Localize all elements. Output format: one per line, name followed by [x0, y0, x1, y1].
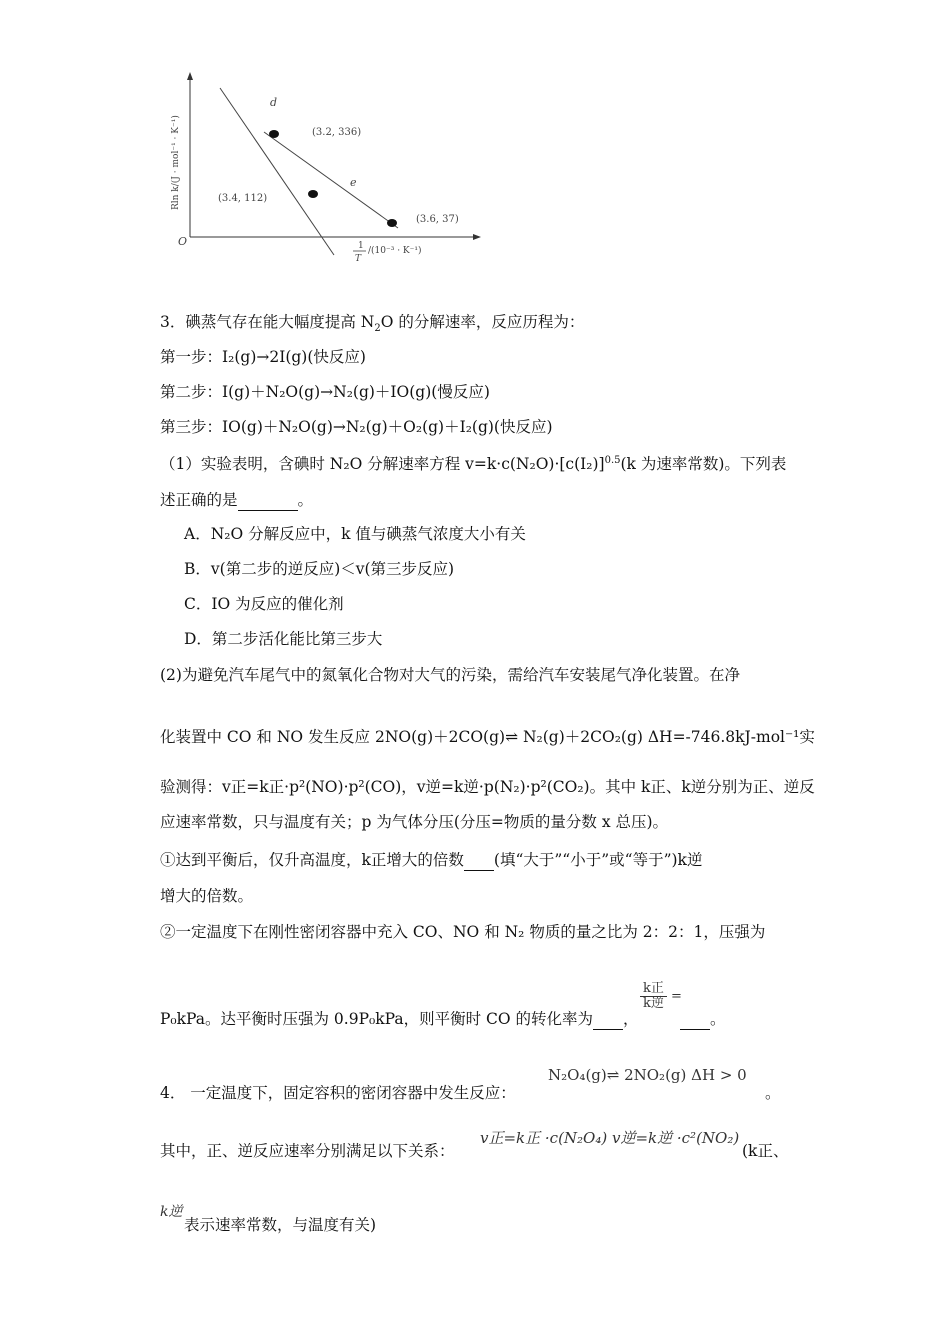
origin-label: O [178, 235, 188, 248]
q4-lead: 4． 一定温度下，固定容积的密闭容器中发生反应： [160, 1084, 516, 1102]
q4-relation-lead: 其中，正、逆反应速率分别满足以下关系： [160, 1142, 455, 1160]
q3-part1-line1: （1）实验表明，含碘时 N₂O 分解速率方程 $v=k\cdot c(N_2O)\cdot[c(I_2)]^{0.5}(k$ 为速率常数)。下列表 [160, 454, 787, 473]
point-label-1: (3.2, 336) [312, 127, 362, 138]
k-ratio-fraction: $\frac{\text{k正}}{\text{k逆}}$ [640, 982, 667, 1011]
x-axis-arrow [473, 234, 481, 240]
answer-blank[interactable] [680, 1009, 710, 1030]
q4-lead-end: 。 [765, 1084, 781, 1102]
y-axis-label: Rln k/(J · mol⁻¹ · K⁻¹) [171, 115, 181, 210]
rlnk-vs-inverse-t-chart [160, 70, 490, 265]
x-axis-label-den: T [355, 254, 362, 264]
q3-part2-line4: 应速率常数，只与温度有关；p 为气体分压(分压=物质的量分数 x 总压)。 [160, 813, 669, 831]
q3-step1: 第一步：I₂(g)→2I(g)(快反应) [160, 348, 366, 366]
answer-blank[interactable] [593, 1009, 623, 1030]
q4-paren: (k正、 [742, 1142, 789, 1160]
x-axis-label-unit: /(10⁻³ · K⁻¹) [368, 246, 422, 256]
q3-part2-line3: 验测得：v正=k正·p²(NO)·p²(CO)，v逆=k逆·p(N₂)·p²(CO₂)。其中 k正、k逆分别为正、逆反 [160, 778, 815, 796]
q3-sub2-line2: P₀kPa。达平衡时压强为 0.9P₀kPa，则平衡时 CO 的转化率为 ， [160, 1010, 639, 1028]
series-line-d [220, 88, 334, 255]
q4-rate-expressions: v正=k正 ·c(N₂O₄) v逆=k逆 ·c²(NO₂) [480, 1129, 740, 1147]
q3-step3: 第三步：IO(g)＋N₂O(g)→N₂(g)＋O₂(g)＋I₂(g)(快反应) [160, 418, 553, 436]
line-label-e: e [350, 176, 357, 189]
q3-step2: 第二步：I(g)＋N₂O(g)→N₂(g)＋IO(g)(慢反应) [160, 383, 490, 401]
q3-part2-line1: (2)为避免汽车尾气中的氮氧化合物对大气的污染，需给汽车安装尾气净化装置。在净 [160, 666, 740, 684]
option-c: C．IO 为反应的催化剂 [184, 595, 344, 613]
data-point-3.4-112 [308, 190, 318, 198]
data-point-3.6-37 [387, 219, 397, 227]
q3-title: 3．碘蒸气存在能大幅度提高 $N_2O$ 的分解速率，反应历程为： [160, 313, 585, 335]
answer-blank[interactable] [464, 850, 494, 871]
q4-reaction-equation: N₂O₄(g)⇌ 2NO₂(g) ΔH > 0 [548, 1066, 747, 1084]
q3-sub1-line1: ①达到平衡后，仅升高温度，k正增大的倍数 (填“大于”“小于”或“等于”)k逆 [160, 851, 703, 869]
q3-sub2-line1: ②一定温度下在刚性密闭容器中充入 CO、NO 和 N₂ 物质的量之比为 2：2：1，压强为 [160, 923, 766, 941]
q3-sub2-end: 。 [680, 1009, 726, 1030]
option-a: A．N₂O 分解反应中，k 值与碘蒸气浓度大小有关 [184, 525, 526, 543]
series-line-e [264, 132, 398, 228]
x-axis-label-num: 1 [358, 241, 364, 251]
q3-sub1-line2: 增大的倍数。 [160, 887, 254, 905]
line-label-d: d [270, 96, 278, 109]
option-d: D．第二步活化能比第三步大 [184, 630, 383, 648]
q4-last-line: 表示速率常数，与温度有关) [184, 1216, 377, 1234]
point-label-2: (3.4, 112) [218, 193, 268, 204]
point-label-3: (3.6, 37) [416, 214, 459, 225]
y-axis-arrow [187, 72, 193, 80]
data-point-3.2-336 [269, 130, 279, 138]
q3-part2-line2: 化装置中 CO 和 NO 发生反应 2NO(g)＋2CO(g)⇌ N₂(g)＋2CO₂(g) ΔH=-746.8kJ-mol⁻¹实 [160, 728, 815, 746]
option-b: B．v(第二步的逆反应)＜v(第三步反应) [184, 560, 455, 578]
q4-k-reverse: k逆 [160, 1204, 183, 1220]
answer-blank[interactable] [238, 490, 298, 511]
q3-part1-line2: 述正确的是 。 [160, 491, 314, 509]
rate-constant-ratio: $\frac{\text{k正}}{\text{k逆}}$ = [640, 982, 682, 1011]
